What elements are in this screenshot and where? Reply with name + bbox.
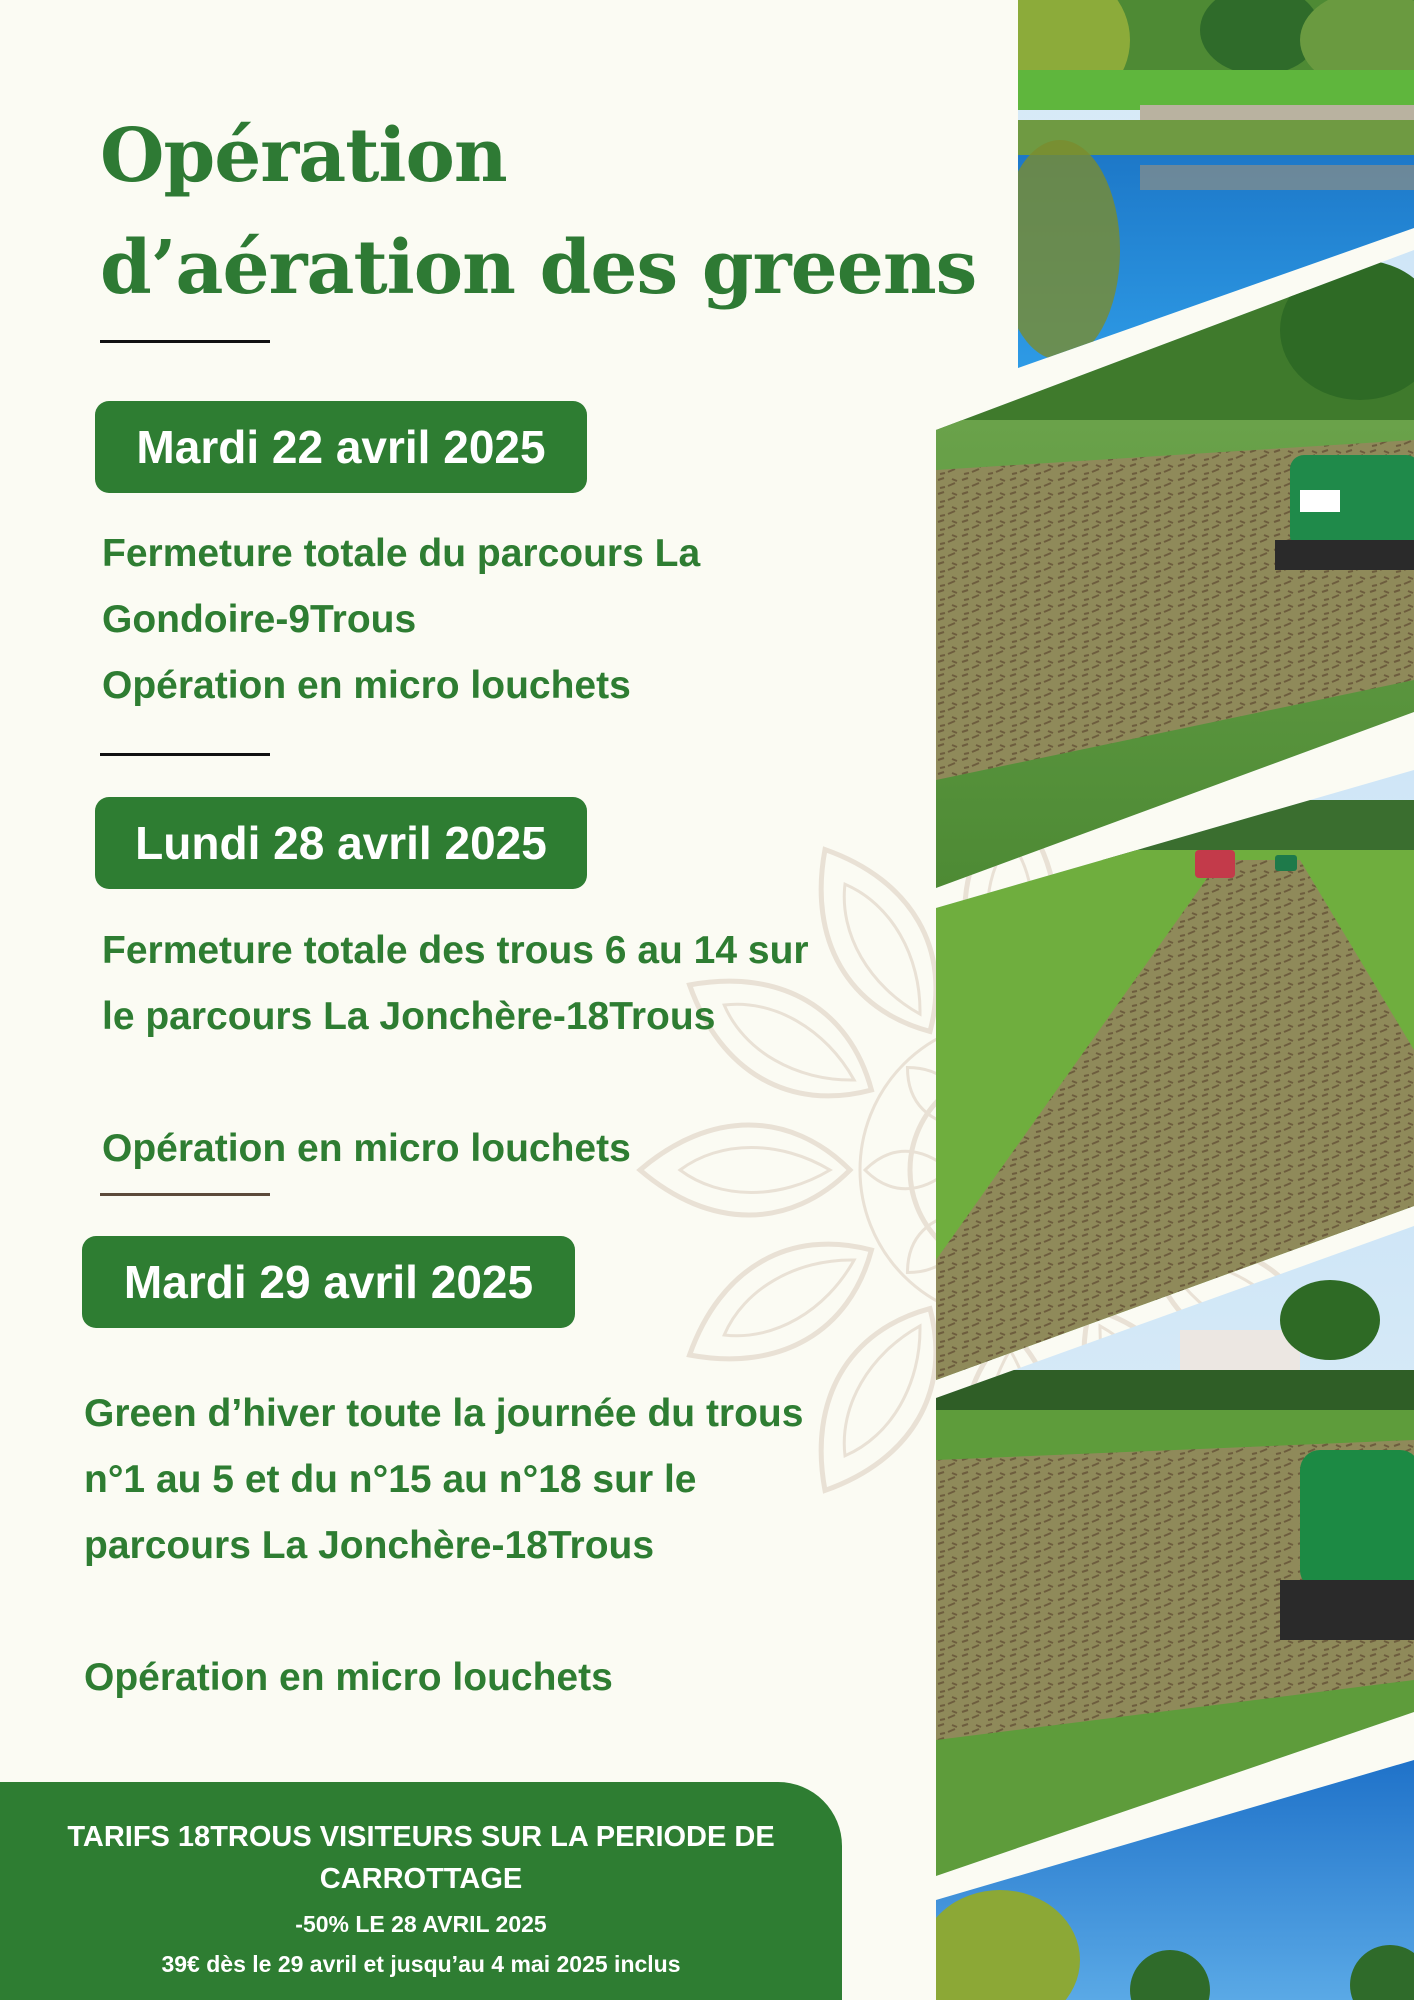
event-2-line-2: le parcours La Jonchère-18Trous bbox=[102, 995, 716, 1038]
event-1-line-3: Opération en micro louchets bbox=[102, 664, 631, 707]
date-badge-1: Mardi 22 avril 2025 bbox=[95, 401, 587, 493]
date-badge-3: Mardi 29 avril 2025 bbox=[82, 1236, 575, 1328]
divider bbox=[100, 753, 270, 756]
event-3-details bbox=[84, 1381, 904, 1711]
pricing-line-1: -50% LE 28 AVRIL 2025 bbox=[295, 1911, 547, 1937]
event-1-line-2: Gondoire-9Trous bbox=[102, 598, 417, 641]
divider bbox=[100, 340, 270, 343]
event-1-details bbox=[102, 521, 922, 719]
event-3-line-2: n°1 au 5 et du n°15 au n°18 sur le bbox=[84, 1458, 697, 1501]
event-3-line-1: Green d’hiver toute la journée du trous bbox=[84, 1392, 804, 1435]
pricing-line-2: 39€ dès le 29 avril et jusqu’au 4 mai 2025 inclus bbox=[161, 1951, 681, 1977]
title-line-1: Opération bbox=[100, 113, 507, 199]
event-2-line-3: Opération en micro louchets bbox=[102, 1127, 631, 1170]
event-3-line-4: Opération en micro louchets bbox=[84, 1656, 613, 1699]
event-2-details bbox=[102, 918, 922, 1182]
date-badge-2: Lundi 28 avril 2025 bbox=[95, 797, 587, 889]
pricing-banner bbox=[0, 1782, 842, 2000]
title-line-2: d’aération des greens bbox=[100, 225, 977, 311]
page-title bbox=[100, 100, 980, 324]
pricing-banner-title: TARIFS 18TROUS VISITEURS SUR LA PERIODE DE CARROTTAGE bbox=[67, 1821, 775, 1895]
event-3-line-3: parcours La Jonchère-18Trous bbox=[84, 1524, 655, 1567]
event-2-line-1: Fermeture totale des trous 6 au 14 sur bbox=[102, 929, 809, 972]
event-1-line-1: Fermeture totale du parcours La bbox=[102, 532, 701, 575]
divider bbox=[100, 1193, 270, 1196]
